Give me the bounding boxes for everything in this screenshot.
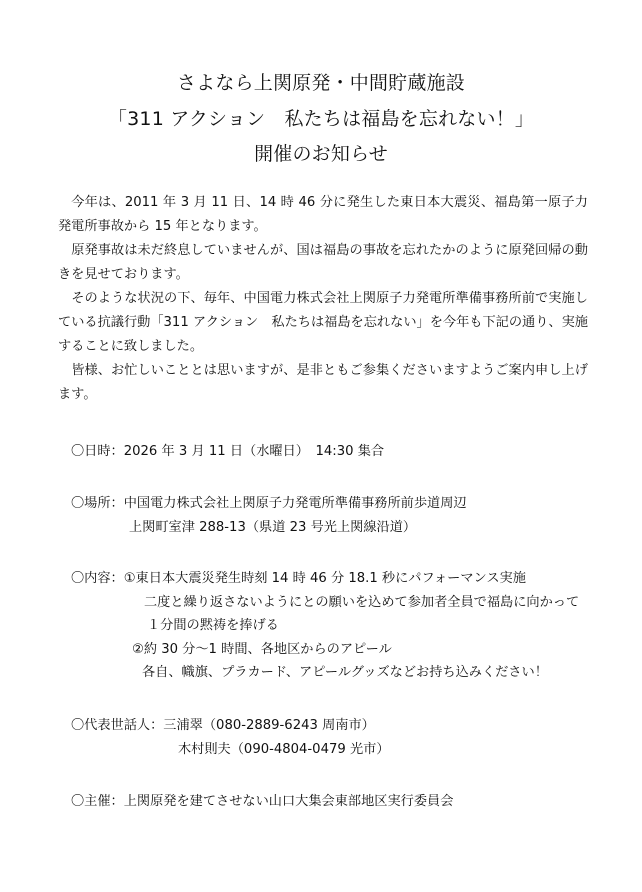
notice-title — [0, 66, 642, 173]
content-line-5: 各自、幟旗、プラカード、アピールグッズなどお持ち込みください！ — [142, 665, 548, 680]
paragraph-2: 原発事故は未だ終息していませんが、国は福島の事故を忘れたかのように原発回帰の動きを見せております。 — [58, 243, 588, 282]
paragraph-3: そのような状況の下、毎年、中国電力株式会社上関原子力発電所準備事務所前で実施している抗議行動「311 アクション 私たちは福島を忘れない」を今年も下記の通り、実施することに致しました。 — [58, 291, 588, 354]
event-date — [71, 440, 384, 464]
place-line-2: 上関町室津 288-13（県道 23 号光上関線沿道） — [129, 519, 417, 535]
content-line-3: １分間の黙祷を捧げる — [147, 618, 279, 633]
event-representatives — [71, 714, 390, 761]
title-line-3: 開催のお知らせ — [254, 143, 388, 165]
event-host — [71, 790, 453, 814]
content-line-2: 二度と繰り返さないようにとの願いを込めて参加者全員で福島に向かって — [144, 594, 580, 610]
event-place — [71, 492, 467, 539]
content-line-4: ②約 30 分～1 時間、各地区からのアピール — [132, 641, 392, 657]
content-line-1: 〇内容：①東日本大震災発生時刻 14 時 46 分 18.1 秒にパフォーマンス実施 — [71, 571, 526, 586]
event-content — [71, 567, 579, 685]
date-line: 〇日時：2026 年 3 月 11 日（水曜日） 14:30 集合 — [71, 444, 385, 459]
title-line-2: 「311 アクション 私たちは福島を忘れない！」 — [107, 107, 535, 130]
rep-line-1: 〇代表世話人：三浦翠（080-2889-6243 周南市） — [71, 718, 375, 733]
title-line-1: さよなら上関原発・中間貯蔵施設 — [176, 72, 465, 94]
paragraph-4: 皆様、お忙しいこととは思いますが、是非ともご参集くださいますようご案内申し上げます。 — [58, 363, 588, 402]
notice-body — [58, 191, 588, 407]
place-line-1: 〇場所：中国電力株式会社上関原子力発電所準備事務所前歩道周辺 — [71, 496, 467, 511]
rep-line-2: 木村則夫（090-4804-0479 光市） — [178, 741, 390, 757]
host-line: 〇主催：上関原発を建てさせない山口大集会東部地区実行委員会 — [71, 794, 454, 809]
paragraph-1: 今年は、2011 年 3 月 11 日、14 時 46 分に発生した東日本大震災、福島第一原子力発電所事故から 15 年となります。 — [58, 195, 588, 234]
